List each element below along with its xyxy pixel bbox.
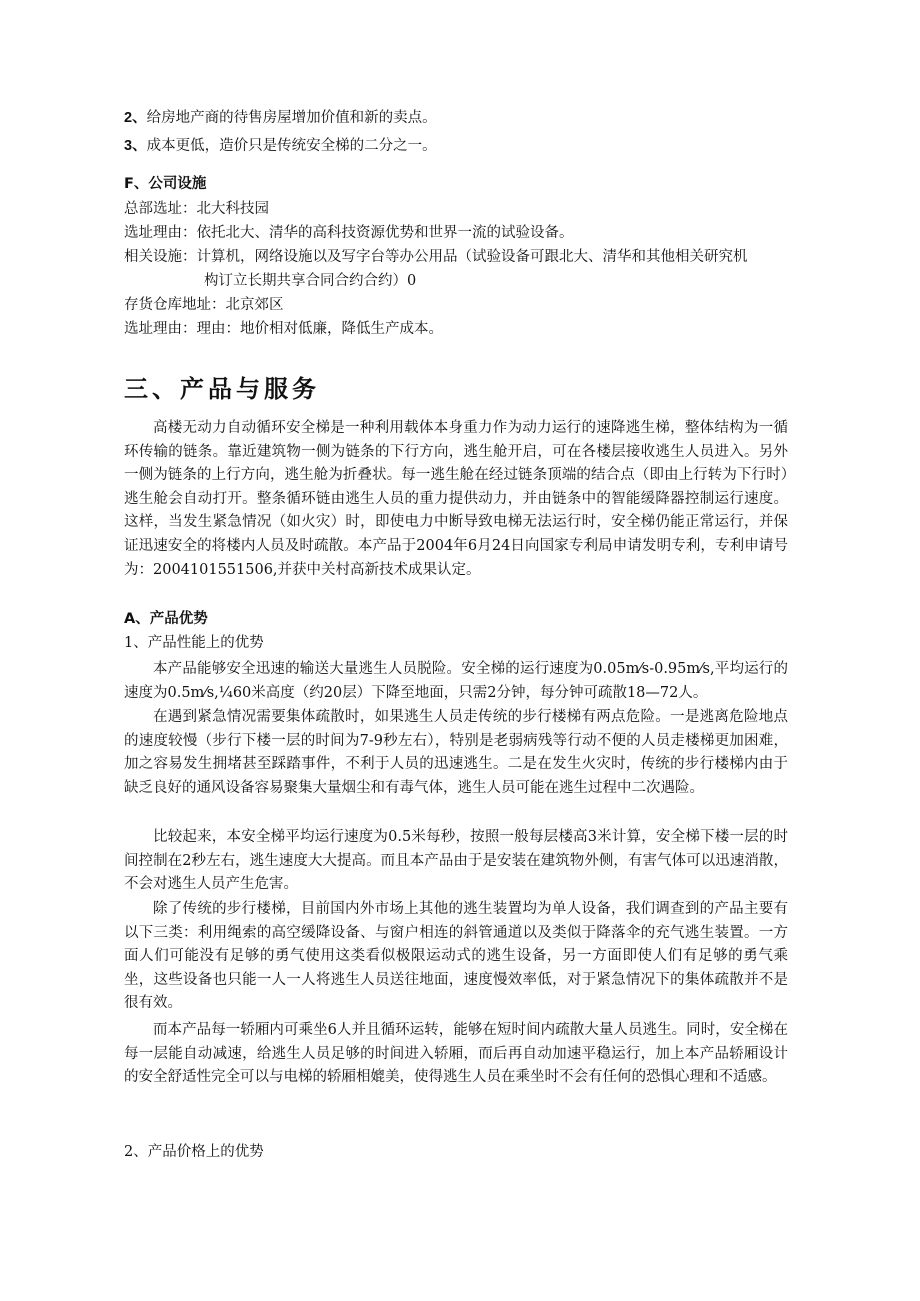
price-subheading: 2、产品价格上的优势 <box>124 1144 264 1160</box>
facilities-line-1: 相关设施：计算机，网络设施以及写字台等办公用品（试验设备可跟北大、清华和其他相关研究机 <box>124 249 748 265</box>
performance-paragraph-2: 在遇到紧急情况需要集体疏散时，如果逃生人员走传统的步行楼梯有两点危险。一是逃离危险地点的速度较慢（步行下楼一层的时间为7-9秒左右），特别是老弱病残等行动不便的人员走楼梯更加困难，加之容易发生拥堵甚至踩踏事件，不利于人员的迅速逃生。二是在发生火灾时，传统的步行楼梯内由于缺乏良好的通风设备容易聚集大量烟尘和有毒气体，逃生人员可能在逃生过程中二次遇险。 <box>124 709 788 796</box>
section-3-heading: 三、产品与服务 <box>124 374 320 403</box>
warehouse-reason: 选址理由：理由：地价相对低廉，降低生产成本。 <box>124 321 443 337</box>
warehouse-address: 存货仓库地址：北京郊区 <box>124 297 284 313</box>
performance-paragraph-1: 本产品能够安全迅速的输送大量逃生人员脱险。安全梯的运行速度为0.05m⁄s-0.95m⁄s,平均运行的速度为0.5m⁄s,¼60米高度（约20层）下降至地面，只需2分钟，每分钟可疏散18—72人。 <box>124 661 788 701</box>
section-f-heading: F、公司设施 <box>124 176 207 192</box>
list-separator: 、 <box>132 110 147 126</box>
performance-paragraph-3: 比较起来，本安全梯平均运行速度为0.5米每秒，按照一般每层楼高3米计算，安全梯下楼一层的时间控制在2秒左右，逃生速度大大提高。而且本产品由于是安装在建筑物外侧，有害气体可以迅速消散，不会对逃生人员产生危害。 <box>124 829 788 893</box>
list-item-text: 成本更低，造价只是传统安全梯的二分之一。 <box>146 138 437 154</box>
performance-paragraph-4: 除了传统的步行楼梯，目前国内外市场上其他的逃生装置均为单人设备，我们调查到的产品主要有以下三类：利用绳索的高空缓降设备、与窗户相连的斜管通道以及类似于降落伞的充气逃生装置。一方面人们可能没有足够的勇气使用这类看似极限运动式的逃生设备，另一方面即使人们有足够的勇气乘坐，这些设备也只能一人一人将逃生人员送往地面，速度慢效率低，对于紧急情况下的集体疏散并不是很有效。 <box>124 901 788 1012</box>
list-number: 2 <box>124 110 133 126</box>
list-item <box>124 136 437 156</box>
product-intro-paragraph: 高楼无动力自动循环安全梯是一种利用载体本身重力作为动力运行的速降逃生梯，整体结构为一循环传输的链条。靠近建筑物一侧为链条的下行方向，逃生舱开启，可在各楼层接收逃生人员进入。另外一侧为链条的上行方向，逃生舱为折叠状。每一逃生舱在经过链条顶端的结合点（即由上行转为下行时）逃生舱会自动打开。整条循环链由逃生人员的重力提供动力，并由链条中的智能缓降器控制运行速度。这样，当发生紧急情况（如火灾）时，即使电力中断导致电梯无法运行时，安全梯仍能正常运行，并保证迅速安全的将楼内人员及时疏散。本产品于2004年6月24日向国家专利局申请发明专利，专利申请号为：2004101551506,并获中关村高新技术成果认定。 <box>124 420 788 578</box>
list-item-text: 给房地产商的待售房屋增加价值和新的卖点。 <box>146 110 437 126</box>
hq-address: 总部选址：北大科技园 <box>124 201 269 217</box>
list-separator: 、 <box>132 138 147 154</box>
list-item <box>124 108 437 128</box>
facilities-line-2: 构订立长期共享合同合约合约）0 <box>204 273 417 289</box>
hq-reason: 选址理由：依托北大、清华的高科技资源优势和世界一流的试验设备。 <box>124 225 574 241</box>
section-a-heading: A、产品优势 <box>124 611 208 627</box>
list-number: 3 <box>124 138 133 154</box>
performance-subheading: 1、产品性能上的优势 <box>124 635 264 651</box>
performance-paragraph-5: 而本产品每一轿厢内可乘坐6人并且循环运转，能够在短时间内疏散大量人员逃生。同时，安全梯在每一层能自动减速，给逃生人员足够的时间进入轿厢，而后再自动加速平稳运行，加上本产品轿厢设计的安全舒适性完全可以与电梯的轿厢相媲美，使得逃生人员在乘坐时不会有任何的恐惧心理和不适感。 <box>124 1022 788 1086</box>
